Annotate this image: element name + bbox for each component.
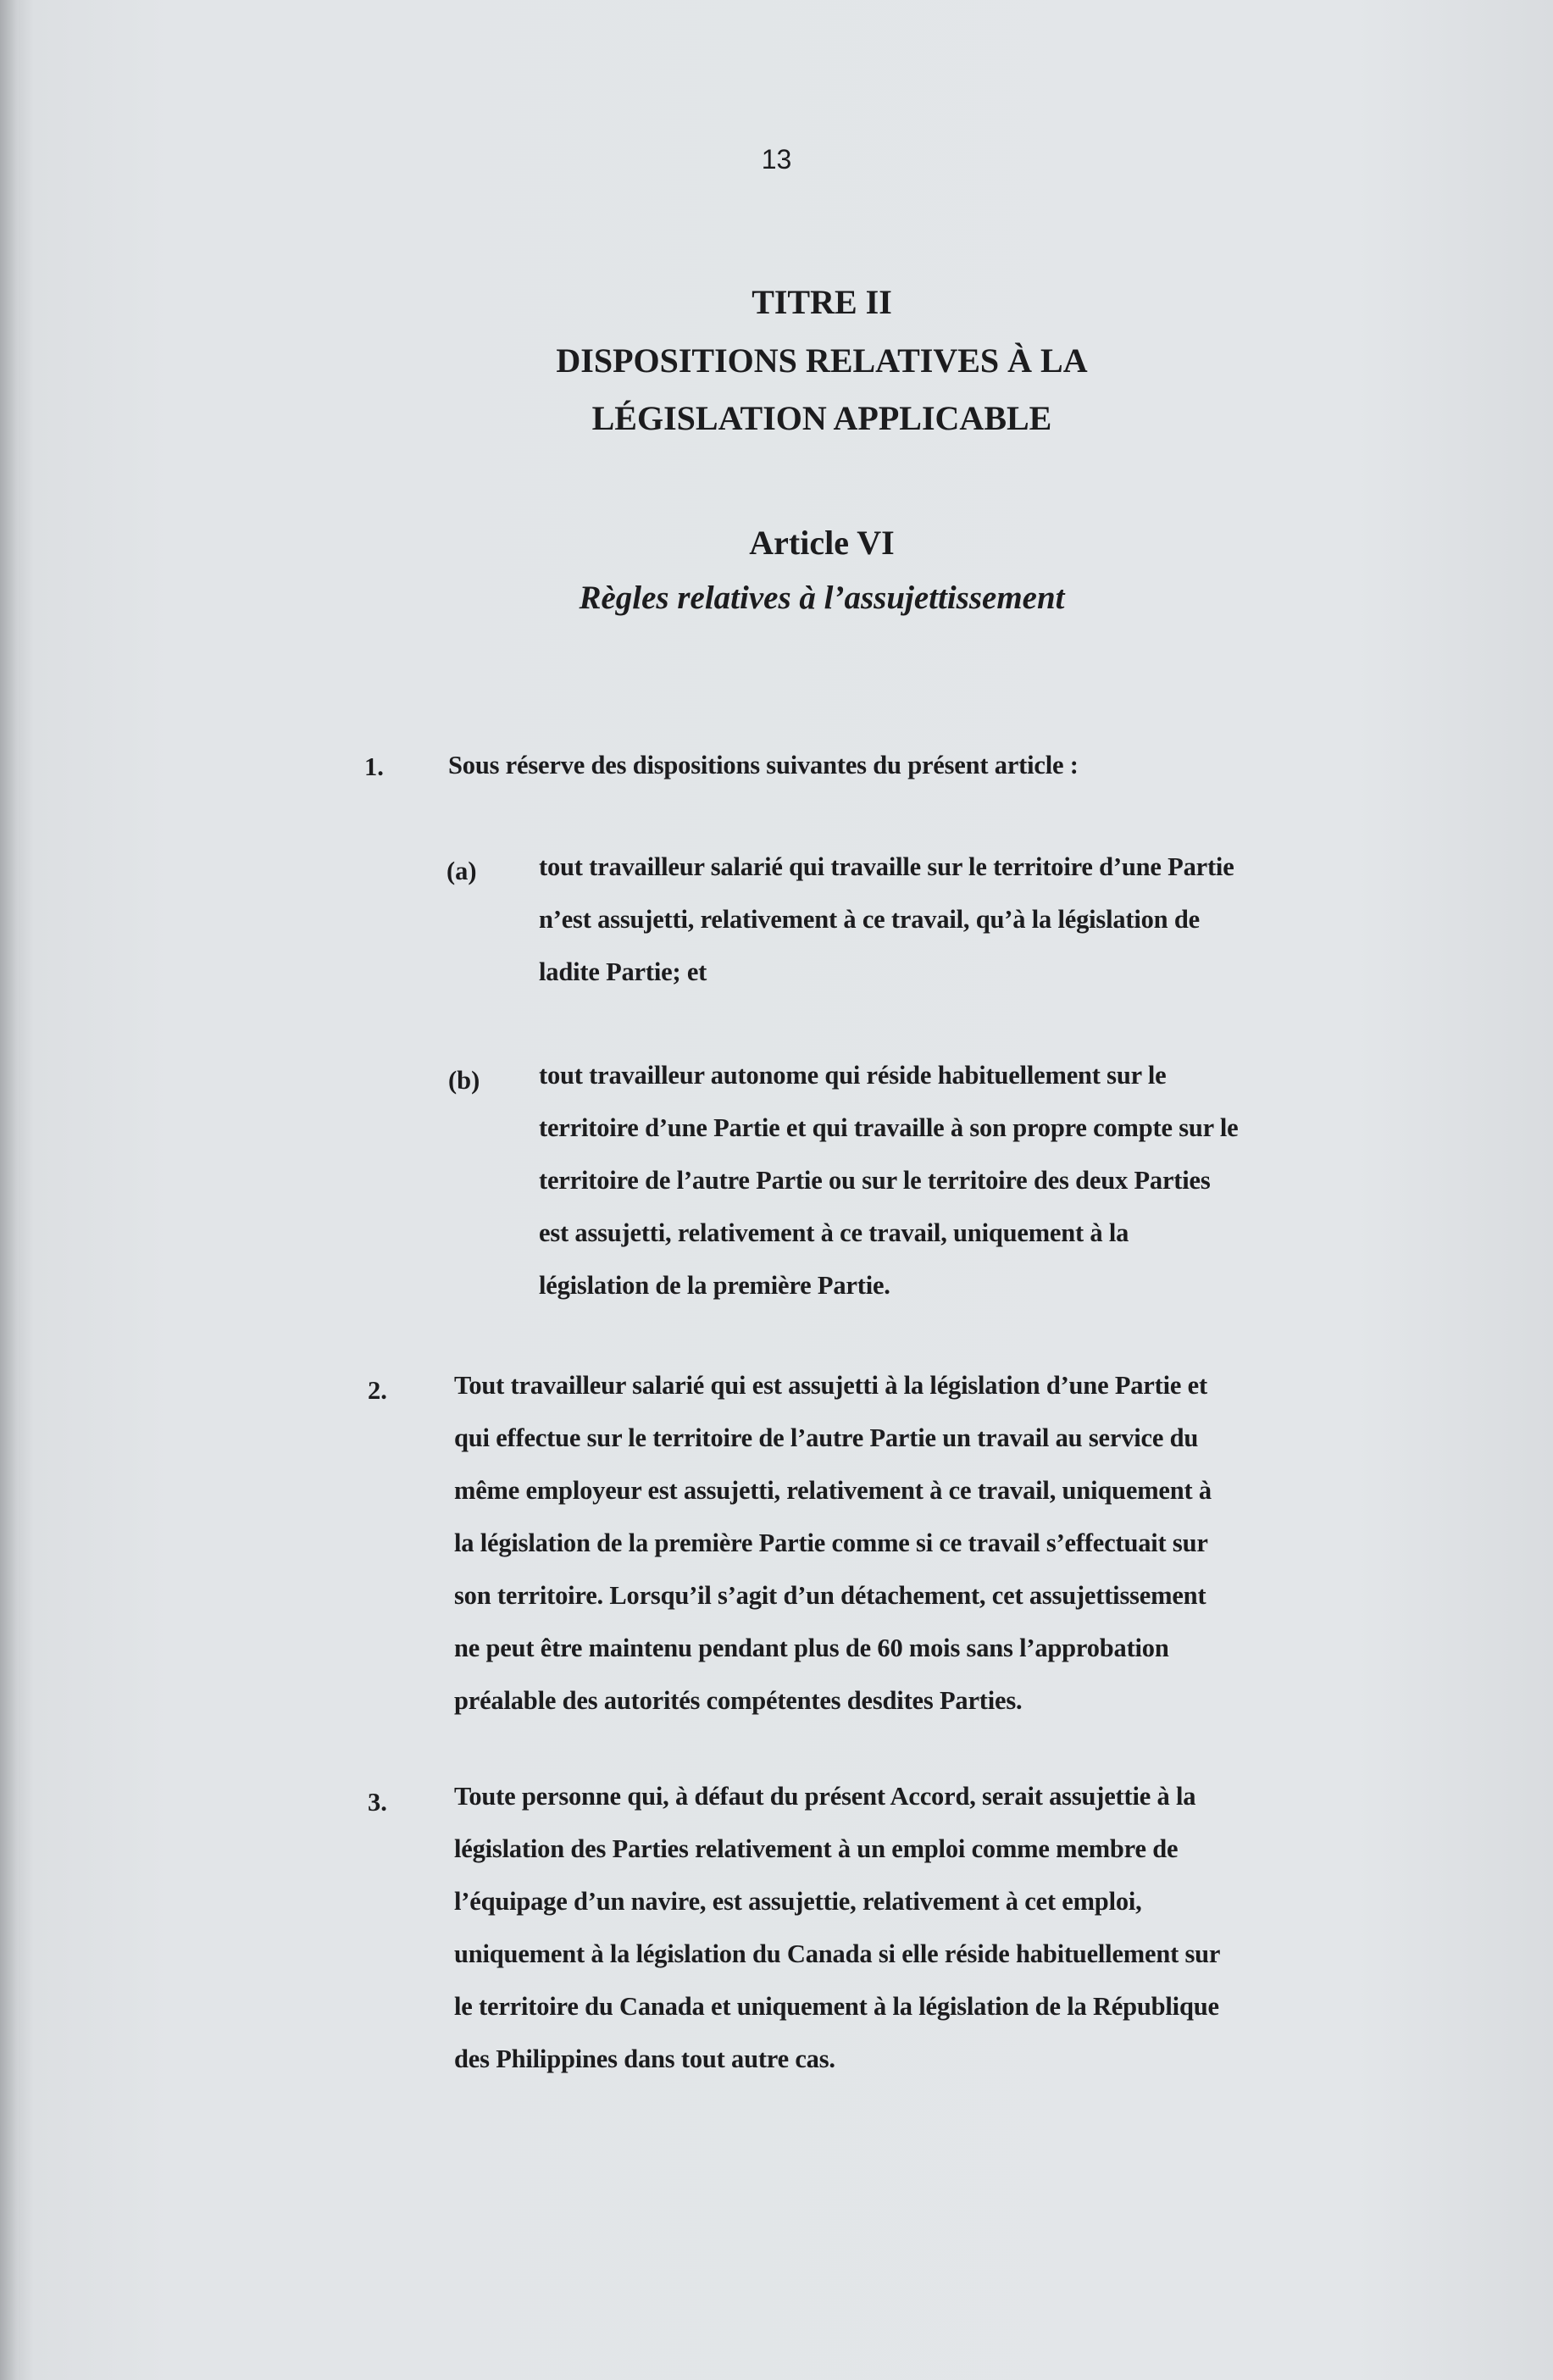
heading-line-2: LÉGISLATION APPLICABLE	[591, 399, 1052, 437]
article-label: Article VI	[749, 524, 895, 562]
paragraph-2-line-2: qui effectue sur le territoire de l’autre Partie un travail au service du	[454, 1423, 1199, 1452]
paragraph-2	[454, 1359, 1212, 1727]
paragraph-3-line-5: le territoire du Canada et uniquement à la législation de la République	[454, 1992, 1219, 2021]
paragraph-3-number: 3.	[368, 1788, 387, 1817]
paragraph-2-line-3: même employeur est assujetti, relativement à ce travail, uniquement à	[454, 1476, 1212, 1505]
paragraph-3-line-2: législation des Parties relativement à un emploi comme membre de	[454, 1834, 1179, 1863]
item-a	[539, 840, 1234, 998]
title: TITRE II	[752, 283, 892, 321]
paragraph-2-line-1: Tout travailleur salarié qui est assujetti à la législation d’une Partie et	[454, 1371, 1207, 1400]
item-a-line-2: n’est assujetti, relativement à ce travail, qu’à la législation de	[539, 905, 1200, 934]
item-b-number: (b)	[448, 1066, 480, 1095]
paragraph-1-number: 1.	[364, 752, 384, 781]
paragraph-3-line-1: Toute personne qui, à défaut du présent Accord, serait assujettie à la	[454, 1782, 1196, 1811]
paragraph-2-line-6: ne peut être maintenu pendant plus de 60 mois sans l’approbation	[454, 1634, 1169, 1662]
item-b-line-4: est assujetti, relativement à ce travail, uniquement à la	[539, 1218, 1129, 1247]
item-b	[539, 1049, 1238, 1312]
item-a-line-1: tout travailleur salarié qui travaille sur le territoire d’une Partie	[539, 852, 1234, 881]
paragraph-1	[448, 739, 1079, 791]
heading-line-1: DISPOSITIONS RELATIVES À LA	[556, 341, 1088, 380]
paragraph-2-line-7: préalable des autorités compétentes desdites Parties.	[454, 1686, 1023, 1715]
item-a-line-3: ladite Partie; et	[539, 957, 707, 986]
paragraph-3-line-4: uniquement à la législation du Canada si elle réside habituellement sur	[454, 1939, 1221, 1968]
page-number: 13	[761, 144, 792, 175]
item-b-line-5: législation de la première Partie.	[539, 1271, 890, 1300]
paragraph-2-line-5: son territoire. Lorsqu’il s’agit d’un détachement, cet assujettissement	[454, 1581, 1206, 1610]
paragraph-1-line-1: Sous réserve des dispositions suivantes du présent article :	[448, 751, 1079, 779]
article-subtitle: Règles relatives à l’assujettissement	[579, 580, 1065, 616]
paragraph-2-line-4: la législation de la première Partie comme si ce travail s’effectuait sur	[454, 1528, 1208, 1557]
paragraph-3	[454, 1770, 1220, 2085]
paragraph-3-line-6: des Philippines dans tout autre cas.	[454, 2044, 835, 2073]
paragraph-2-number: 2.	[368, 1376, 387, 1405]
item-b-line-3: territoire de l’autre Partie ou sur le territoire des deux Parties	[539, 1166, 1211, 1195]
paragraph-3-line-3: l’équipage d’un navire, est assujettie, relativement à cet emploi,	[454, 1887, 1142, 1916]
item-a-number: (a)	[446, 857, 477, 885]
item-b-line-1: tout travailleur autonome qui réside habituellement sur le	[539, 1061, 1167, 1090]
item-b-line-2: territoire d’une Partie et qui travaille à son propre compte sur le	[539, 1113, 1239, 1142]
